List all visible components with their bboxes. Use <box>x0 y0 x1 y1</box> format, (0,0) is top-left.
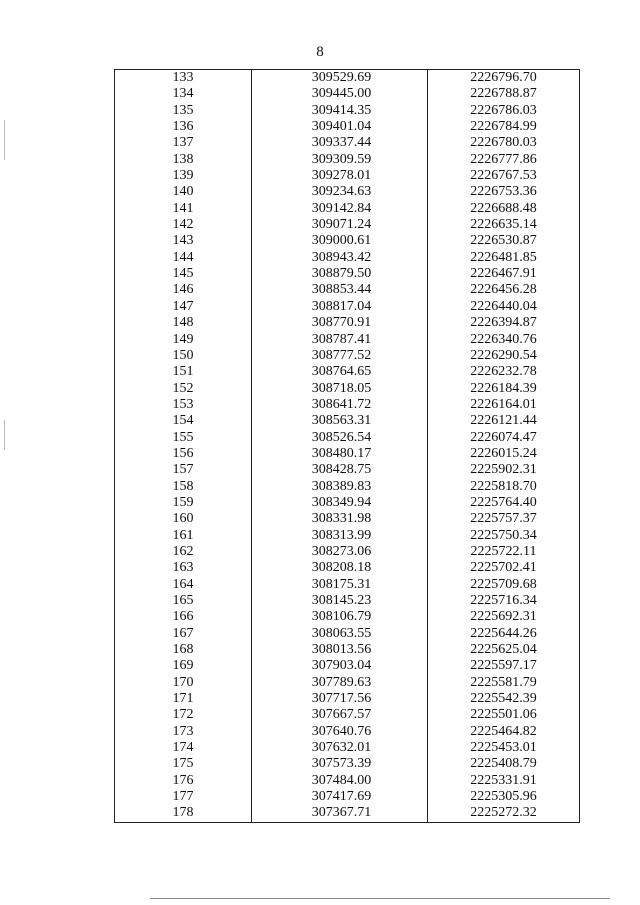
point-number-cell: 133 <box>115 70 252 87</box>
point-number-cell: 141 <box>115 201 252 217</box>
y-coordinate-cell: 2225702.41 <box>428 560 580 576</box>
point-number-cell: 170 <box>115 675 252 691</box>
y-coordinate-cell: 2225757.37 <box>428 511 580 527</box>
point-number-cell: 150 <box>115 348 252 364</box>
point-number-cell: 167 <box>115 626 252 642</box>
table-row <box>115 299 580 315</box>
point-number-cell: 177 <box>115 789 252 805</box>
x-coordinate-cell: 307573.39 <box>252 756 428 772</box>
table-row <box>115 201 580 217</box>
point-number-cell: 165 <box>115 593 252 609</box>
point-number-cell: 161 <box>115 528 252 544</box>
y-coordinate-cell: 2225501.06 <box>428 707 580 723</box>
x-coordinate-cell: 307484.00 <box>252 773 428 789</box>
x-coordinate-cell: 307717.56 <box>252 691 428 707</box>
y-coordinate-cell: 2226767.53 <box>428 168 580 184</box>
y-coordinate-cell: 2226780.03 <box>428 135 580 151</box>
y-coordinate-cell: 2226635.14 <box>428 217 580 233</box>
point-number-cell: 144 <box>115 250 252 266</box>
table-row <box>115 495 580 511</box>
table-row <box>115 560 580 576</box>
left-margin-mark <box>4 120 5 160</box>
point-number-cell: 152 <box>115 381 252 397</box>
x-coordinate-cell: 308787.41 <box>252 332 428 348</box>
x-coordinate-cell: 309337.44 <box>252 135 428 151</box>
x-coordinate-cell: 308943.42 <box>252 250 428 266</box>
x-coordinate-cell: 308331.98 <box>252 511 428 527</box>
y-coordinate-cell: 2226796.70 <box>428 70 580 87</box>
table-row <box>115 724 580 740</box>
point-number-cell: 140 <box>115 184 252 200</box>
point-number-cell: 169 <box>115 658 252 674</box>
table-row <box>115 609 580 625</box>
y-coordinate-cell: 2225331.91 <box>428 773 580 789</box>
bottom-scan-line <box>150 898 610 899</box>
x-coordinate-cell: 308526.54 <box>252 430 428 446</box>
table-row <box>115 168 580 184</box>
x-coordinate-cell: 308106.79 <box>252 609 428 625</box>
point-number-cell: 145 <box>115 266 252 282</box>
y-coordinate-cell: 2225597.17 <box>428 658 580 674</box>
y-coordinate-cell: 2225709.68 <box>428 577 580 593</box>
table-row <box>115 511 580 527</box>
table-row <box>115 135 580 151</box>
point-number-cell: 139 <box>115 168 252 184</box>
table-row <box>115 381 580 397</box>
x-coordinate-cell: 309000.61 <box>252 233 428 249</box>
table-row <box>115 446 580 462</box>
y-coordinate-cell: 2225818.70 <box>428 479 580 495</box>
table-row <box>115 756 580 772</box>
table-row <box>115 773 580 789</box>
table-row <box>115 315 580 331</box>
table-row <box>115 593 580 609</box>
x-coordinate-cell: 307367.71 <box>252 805 428 822</box>
point-number-cell: 168 <box>115 642 252 658</box>
y-coordinate-cell: 2225764.40 <box>428 495 580 511</box>
table-row <box>115 332 580 348</box>
point-number-cell: 163 <box>115 560 252 576</box>
y-coordinate-cell: 2226467.91 <box>428 266 580 282</box>
y-coordinate-cell: 2225581.79 <box>428 675 580 691</box>
y-coordinate-cell: 2225644.26 <box>428 626 580 642</box>
table-row <box>115 413 580 429</box>
x-coordinate-cell: 309071.24 <box>252 217 428 233</box>
table-row <box>115 184 580 200</box>
y-coordinate-cell: 2225750.34 <box>428 528 580 544</box>
point-number-cell: 153 <box>115 397 252 413</box>
point-number-cell: 147 <box>115 299 252 315</box>
y-coordinate-cell: 2226786.03 <box>428 103 580 119</box>
point-number-cell: 156 <box>115 446 252 462</box>
point-number-cell: 166 <box>115 609 252 625</box>
point-number-cell: 155 <box>115 430 252 446</box>
x-coordinate-cell: 309401.04 <box>252 119 428 135</box>
x-coordinate-cell: 309529.69 <box>252 70 428 87</box>
point-number-cell: 142 <box>115 217 252 233</box>
point-number-cell: 157 <box>115 462 252 478</box>
x-coordinate-cell: 308764.65 <box>252 364 428 380</box>
table-row <box>115 789 580 805</box>
y-coordinate-cell: 2226753.36 <box>428 184 580 200</box>
x-coordinate-cell: 308817.04 <box>252 299 428 315</box>
y-coordinate-cell: 2226121.44 <box>428 413 580 429</box>
x-coordinate-cell: 308777.52 <box>252 348 428 364</box>
y-coordinate-cell: 2226481.85 <box>428 250 580 266</box>
point-number-cell: 138 <box>115 152 252 168</box>
point-number-cell: 146 <box>115 282 252 298</box>
x-coordinate-cell: 308063.55 <box>252 626 428 642</box>
point-number-cell: 171 <box>115 691 252 707</box>
point-number-cell: 164 <box>115 577 252 593</box>
x-coordinate-cell: 308175.31 <box>252 577 428 593</box>
y-coordinate-cell: 2226394.87 <box>428 315 580 331</box>
point-number-cell: 178 <box>115 805 252 822</box>
x-coordinate-cell: 308313.99 <box>252 528 428 544</box>
y-coordinate-cell: 2225902.31 <box>428 462 580 478</box>
table-row <box>115 364 580 380</box>
point-number-cell: 135 <box>115 103 252 119</box>
y-coordinate-cell: 2226777.86 <box>428 152 580 168</box>
x-coordinate-cell: 308428.75 <box>252 462 428 478</box>
table-row <box>115 103 580 119</box>
table-row <box>115 152 580 168</box>
y-coordinate-cell: 2225408.79 <box>428 756 580 772</box>
x-coordinate-cell: 308273.06 <box>252 544 428 560</box>
x-coordinate-cell: 307632.01 <box>252 740 428 756</box>
table-row <box>115 86 580 102</box>
y-coordinate-cell: 2226015.24 <box>428 446 580 462</box>
x-coordinate-cell: 308770.91 <box>252 315 428 331</box>
point-number-cell: 160 <box>115 511 252 527</box>
point-number-cell: 136 <box>115 119 252 135</box>
x-coordinate-cell: 309414.35 <box>252 103 428 119</box>
x-coordinate-cell: 308208.18 <box>252 560 428 576</box>
x-coordinate-cell: 309278.01 <box>252 168 428 184</box>
x-coordinate-cell: 309142.84 <box>252 201 428 217</box>
x-coordinate-cell: 307903.04 <box>252 658 428 674</box>
point-number-cell: 159 <box>115 495 252 511</box>
y-coordinate-cell: 2225625.04 <box>428 642 580 658</box>
y-coordinate-cell: 2226440.04 <box>428 299 580 315</box>
point-number-cell: 175 <box>115 756 252 772</box>
x-coordinate-cell: 308013.56 <box>252 642 428 658</box>
x-coordinate-cell: 308563.31 <box>252 413 428 429</box>
point-number-cell: 162 <box>115 544 252 560</box>
x-coordinate-cell: 309234.63 <box>252 184 428 200</box>
table-row <box>115 577 580 593</box>
point-number-cell: 172 <box>115 707 252 723</box>
x-coordinate-cell: 309309.59 <box>252 152 428 168</box>
x-coordinate-cell: 308389.83 <box>252 479 428 495</box>
y-coordinate-cell: 2226788.87 <box>428 86 580 102</box>
table-row <box>115 233 580 249</box>
y-coordinate-cell: 2226530.87 <box>428 233 580 249</box>
x-coordinate-cell: 307789.63 <box>252 675 428 691</box>
table-row <box>115 805 580 822</box>
y-coordinate-cell: 2226340.76 <box>428 332 580 348</box>
table-row <box>115 119 580 135</box>
table-row <box>115 544 580 560</box>
table-row <box>115 479 580 495</box>
y-coordinate-cell: 2226784.99 <box>428 119 580 135</box>
table-row <box>115 462 580 478</box>
table-row <box>115 430 580 446</box>
x-coordinate-cell: 309445.00 <box>252 86 428 102</box>
coordinates-table-body <box>115 70 580 823</box>
x-coordinate-cell: 307667.57 <box>252 707 428 723</box>
table-row <box>115 266 580 282</box>
y-coordinate-cell: 2226232.78 <box>428 364 580 380</box>
x-coordinate-cell: 308853.44 <box>252 282 428 298</box>
y-coordinate-cell: 2225722.11 <box>428 544 580 560</box>
y-coordinate-cell: 2226074.47 <box>428 430 580 446</box>
point-number-cell: 134 <box>115 86 252 102</box>
table-row <box>115 740 580 756</box>
table-row <box>115 675 580 691</box>
point-number-cell: 173 <box>115 724 252 740</box>
point-number-cell: 174 <box>115 740 252 756</box>
y-coordinate-cell: 2225305.96 <box>428 789 580 805</box>
x-coordinate-cell: 308718.05 <box>252 381 428 397</box>
x-coordinate-cell: 307640.76 <box>252 724 428 740</box>
y-coordinate-cell: 2225692.31 <box>428 609 580 625</box>
table-row <box>115 397 580 413</box>
table-row <box>115 642 580 658</box>
y-coordinate-cell: 2226164.01 <box>428 397 580 413</box>
coordinates-table <box>114 69 580 823</box>
point-number-cell: 148 <box>115 315 252 331</box>
x-coordinate-cell: 308879.50 <box>252 266 428 282</box>
point-number-cell: 151 <box>115 364 252 380</box>
y-coordinate-cell: 2225542.39 <box>428 691 580 707</box>
x-coordinate-cell: 308641.72 <box>252 397 428 413</box>
x-coordinate-cell: 307417.69 <box>252 789 428 805</box>
point-number-cell: 154 <box>115 413 252 429</box>
table-row <box>115 282 580 298</box>
y-coordinate-cell: 2225453.01 <box>428 740 580 756</box>
y-coordinate-cell: 2226184.39 <box>428 381 580 397</box>
y-coordinate-cell: 2226290.54 <box>428 348 580 364</box>
table-row <box>115 707 580 723</box>
table-row <box>115 250 580 266</box>
table-row <box>115 348 580 364</box>
y-coordinate-cell: 2226688.48 <box>428 201 580 217</box>
y-coordinate-cell: 2226456.28 <box>428 282 580 298</box>
table-row <box>115 658 580 674</box>
page-number: 8 <box>316 44 324 60</box>
y-coordinate-cell: 2225716.34 <box>428 593 580 609</box>
point-number-cell: 176 <box>115 773 252 789</box>
point-number-cell: 149 <box>115 332 252 348</box>
table-row <box>115 626 580 642</box>
table-row <box>115 70 580 87</box>
x-coordinate-cell: 308349.94 <box>252 495 428 511</box>
left-margin-mark <box>4 420 5 450</box>
x-coordinate-cell: 308145.23 <box>252 593 428 609</box>
y-coordinate-cell: 2225272.32 <box>428 805 580 822</box>
point-number-cell: 137 <box>115 135 252 151</box>
table-row <box>115 691 580 707</box>
point-number-cell: 158 <box>115 479 252 495</box>
y-coordinate-cell: 2225464.82 <box>428 724 580 740</box>
point-number-cell: 143 <box>115 233 252 249</box>
table-row <box>115 217 580 233</box>
table-row <box>115 528 580 544</box>
x-coordinate-cell: 308480.17 <box>252 446 428 462</box>
